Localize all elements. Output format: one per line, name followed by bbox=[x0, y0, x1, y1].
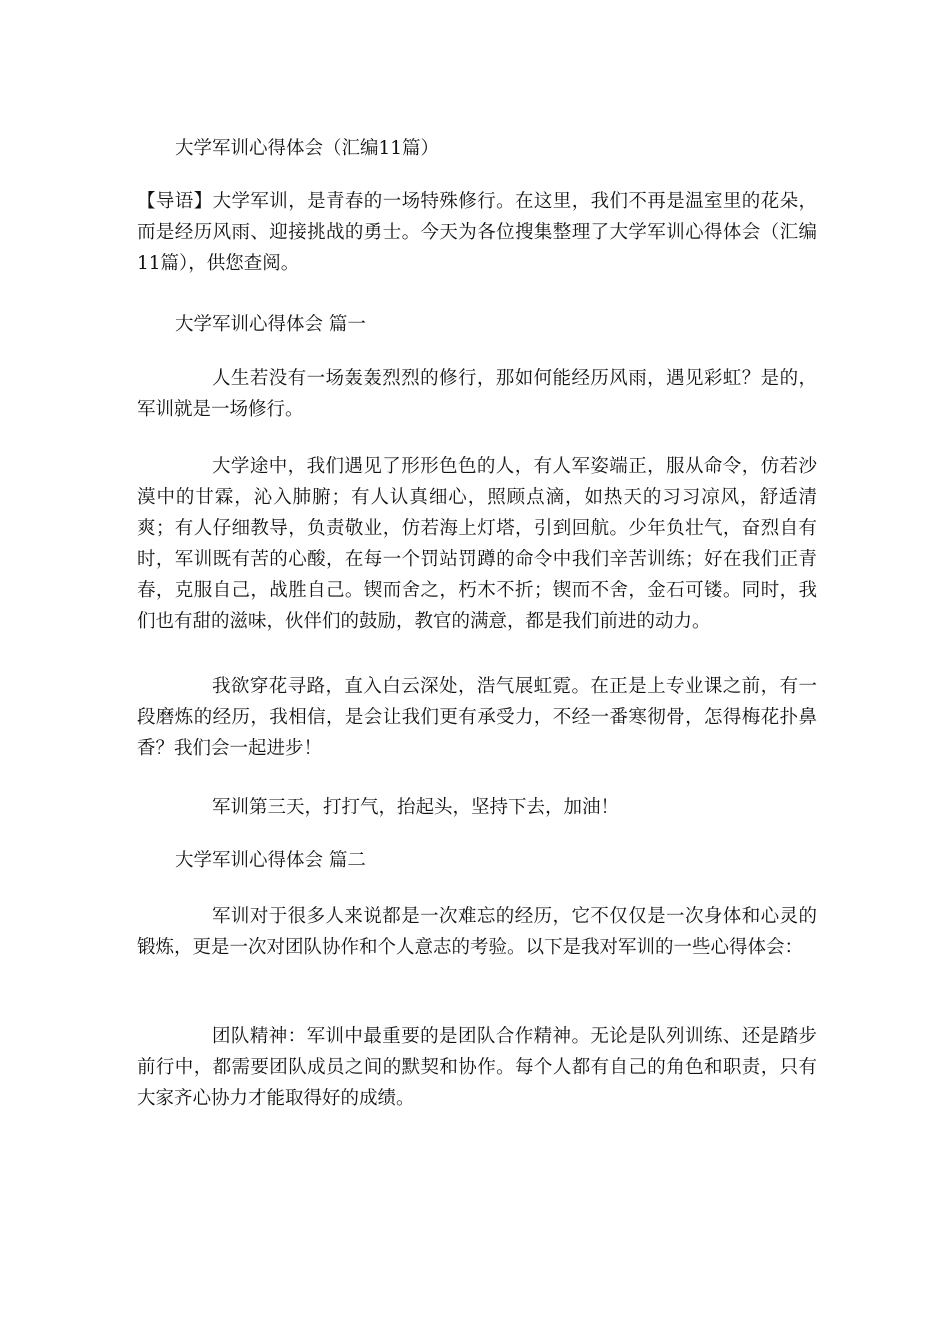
section-1-heading: 大学军训心得体会 篇一 bbox=[175, 314, 366, 335]
intro-paragraph: 【导语】大学军训，是青春的一场特殊修行。在这里，我们不再是温室里的花朵，而是经历风雨、迎接挑战的勇士。今天为各位搜集整理了大学军训心得体会（汇编11篇），供您查阅。 bbox=[137, 191, 817, 274]
section-1-paragraph-3: 我欲穿花寻路，直入白云深处，浩气展虹霓。在正是上专业课之前，有一段磨炼的经历，我相信，是会让我们更有承受力，不经一番寒彻骨，怎得梅花扑鼻香？我们会一起进步！ bbox=[137, 676, 817, 759]
section-1-paragraph-2: 大学途中，我们遇见了形形色色的人，有人军姿端正，服从命令，仿若沙漠中的甘霖，沁入肺腑；有人认真细心，照顾点滴，如热天的习习凉风，舒适清爽；有人仔细教导，负责敬业，仿若海上灯塔，引到回航。少年负壮气，奋烈自有时，军训既有苦的心酸，在每一个罚站罚蹲的命令中我们辛苦训练；好在我们正青春，克服自己，战胜自己。锲而舍之，朽木不折；锲而不舍，金石可镂。同时，我们也有甜的滋味，伙伴们的鼓励，教官的满意，都是我们前进的动力。 bbox=[137, 456, 817, 632]
section-2-heading: 大学军训心得体会 篇二 bbox=[175, 850, 366, 871]
section-2-paragraph-2: 团队精神：军训中最重要的是团队合作精神。无论是队列训练、还是踏步前行中，都需要团队成员之间的默契和协作。每个人都有自己的角色和职责，只有大家齐心协力才能取得好的成绩。 bbox=[137, 1026, 817, 1109]
document-title: 大学军训心得体会（汇编11篇） bbox=[175, 138, 440, 159]
section-1-paragraph-4: 军训第三天，打打气，抬起头，坚持下去，加油！ bbox=[212, 797, 620, 818]
section-2-paragraph-1: 军训对于很多人来说都是一次难忘的经历，它不仅仅是一次身体和心灵的锻炼，更是一次对团队协作和个人意志的考验。以下是我对军训的一些心得体会： bbox=[137, 906, 817, 958]
section-1-paragraph-1: 人生若没有一场轰轰烈烈的修行，那如何能经历风雨，遇见彩虹？是的，军训就是一场修行。 bbox=[137, 368, 817, 420]
